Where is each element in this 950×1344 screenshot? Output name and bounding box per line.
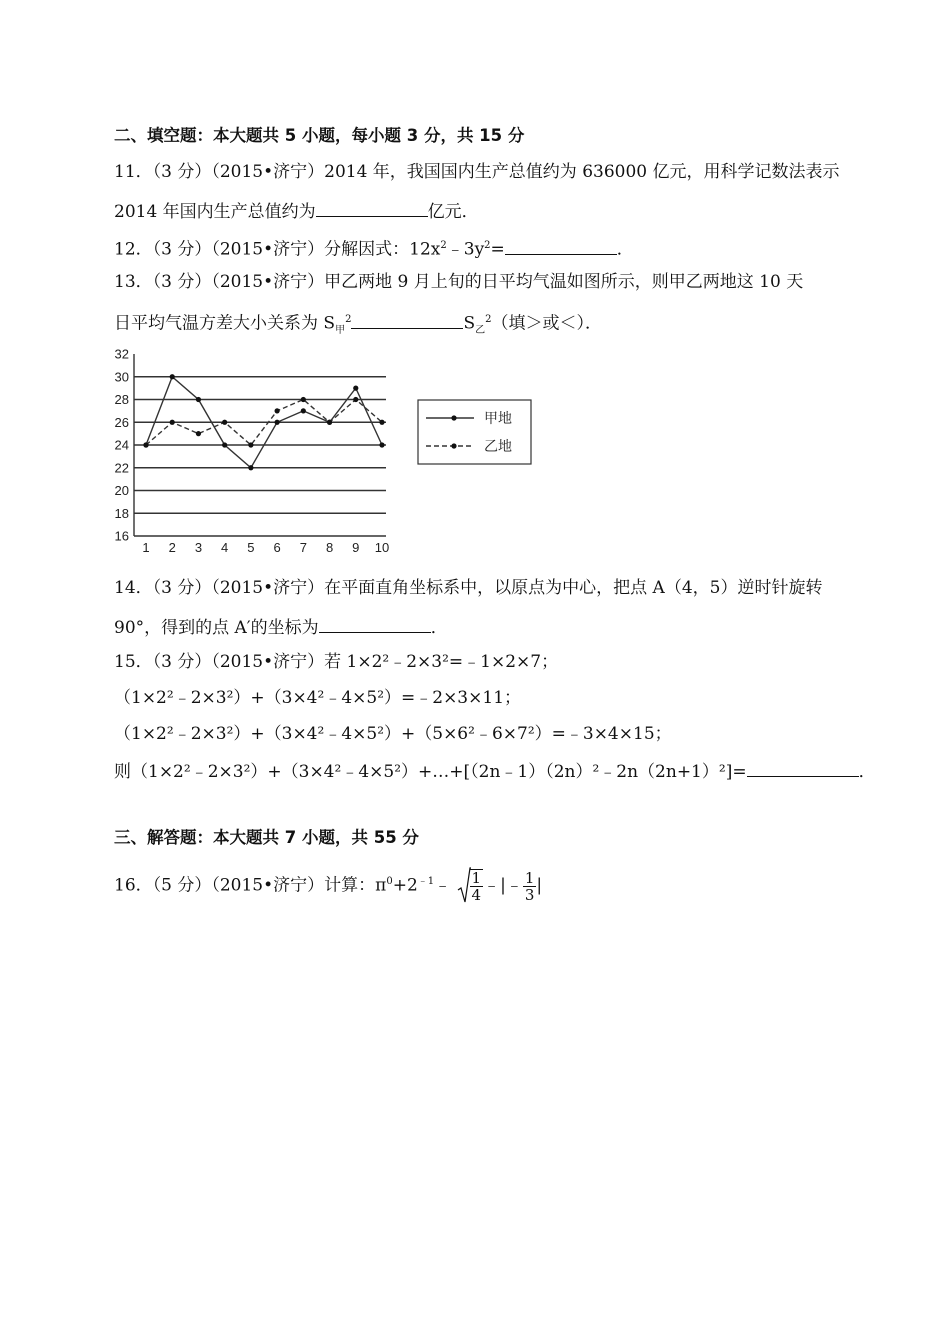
data-point	[170, 374, 175, 379]
question-14-end: ．	[430, 618, 448, 638]
denominator: 4	[471, 886, 482, 905]
answer-blank-11	[316, 198, 428, 217]
data-point	[222, 442, 227, 447]
question-13-text: 日平均气温方差大小关系为 S	[114, 313, 336, 334]
subscript-yi: 乙	[475, 325, 486, 337]
x-tick-label: 7	[299, 540, 307, 555]
question-11-line-2	[114, 198, 479, 224]
fraction-one-third	[523, 870, 537, 903]
y-tick-label: 16	[114, 528, 129, 544]
absolute-value-start: ﹣|﹣	[483, 875, 523, 896]
question-13-end: （填＞或＜）．	[491, 313, 602, 334]
exponent: 2	[484, 240, 491, 251]
exponent: 2	[345, 314, 352, 325]
section-3-heading: 三、解答题：本大题共 7 小题，共 55 分	[114, 828, 419, 847]
y-tick-label: 24	[114, 437, 129, 453]
fraction-one-quarter	[470, 869, 484, 903]
data-point	[353, 397, 358, 402]
x-tick-label: 5	[247, 540, 255, 555]
data-point	[143, 442, 148, 447]
question-16	[114, 862, 542, 906]
data-point	[196, 431, 201, 436]
y-tick-label: 22	[114, 460, 129, 476]
x-tick-label: 4	[221, 540, 229, 555]
data-point	[379, 442, 384, 447]
y-tick-label: 18	[114, 505, 129, 521]
answer-blank-12	[505, 236, 617, 255]
subscript-jia: 甲	[335, 325, 346, 337]
legend-label: 乙地	[484, 438, 512, 454]
data-point	[275, 420, 280, 425]
question-11-text: 2014 年国内生产总值约为	[114, 202, 316, 222]
question-11-unit: 亿元．	[427, 202, 479, 222]
x-tick-label: 3	[194, 540, 203, 555]
data-point	[353, 386, 358, 391]
exponent: 2	[485, 314, 492, 325]
exponent: 0	[386, 876, 393, 887]
question-15-end: ．	[858, 762, 876, 782]
question-14-line-1: 14．（3 分）（2015•济宁）在平面直角坐标系中，以原点为中心，把点 A（4，5）逆时针旋转	[114, 578, 823, 598]
question-14-text: 90°，得到的点 A′的坐标为	[114, 618, 319, 638]
y-tick-label: 20	[114, 483, 129, 498]
legend-marker	[451, 415, 456, 420]
y-tick-label: 26	[114, 414, 129, 430]
question-12-term: ﹣3y	[446, 239, 485, 260]
question-13-line-1: 13．（3 分）（2015•济宁）甲乙两地 9 月上旬的日平均气温如图所示，则甲乙两地这 10 天	[114, 272, 804, 292]
question-12-end: ．	[616, 239, 634, 260]
x-tick-label: 10	[374, 540, 390, 555]
data-point	[275, 408, 280, 413]
data-point	[170, 420, 175, 425]
legend-box	[418, 400, 531, 464]
data-point	[248, 442, 253, 447]
data-point	[327, 420, 332, 425]
x-tick-label: 1	[142, 540, 150, 555]
question-12-text: 12．（3 分）（2015•济宁）分解因式：12x	[114, 239, 441, 260]
numerator: 1	[471, 869, 482, 888]
minus-sign: ﹣	[434, 875, 452, 896]
data-point	[301, 397, 306, 402]
answer-blank-13	[351, 310, 463, 329]
numerator: 1	[524, 868, 535, 887]
question-11-line-1: 11．（3 分）（2015•济宁）2014 年，我国国内生产总值约为 636000 亿元，用科学记数法表示	[114, 162, 840, 182]
x-axis-ticks	[142, 540, 389, 555]
data-point	[379, 420, 384, 425]
data-point	[248, 465, 253, 470]
question-16-text: 16．（5 分）（2015•济宁）计算：π	[114, 875, 387, 896]
data-point	[196, 397, 201, 402]
temperature-line-chart	[100, 342, 540, 564]
x-tick-label: 2	[168, 540, 176, 555]
data-point	[301, 408, 306, 413]
x-tick-label: 6	[273, 540, 281, 555]
data-point	[222, 420, 227, 425]
question-12	[114, 234, 634, 262]
y-tick-label: 30	[114, 369, 129, 385]
y-tick-label: 32	[114, 346, 129, 362]
question-14-line-2	[114, 614, 448, 640]
square-root	[457, 866, 484, 907]
x-tick-label: 9	[352, 540, 360, 555]
equals-sign: =	[490, 239, 505, 260]
x-tick-label: 8	[325, 540, 334, 555]
answer-blank-14	[319, 614, 431, 633]
question-15-line-4	[114, 758, 876, 784]
denominator: 3	[524, 885, 535, 904]
power-term: +2	[392, 875, 418, 896]
exponent: ﹣1	[417, 876, 435, 887]
legend-label: 甲地	[484, 410, 512, 426]
y-tick-label: 28	[114, 392, 129, 407]
absolute-value-end: |	[536, 875, 543, 896]
radical-sign-icon	[457, 866, 471, 906]
question-15-text: 则（1×2²﹣2×3²）+（3×4²﹣4×5²）+…+[（2n﹣1）（2n）²﹣2n（2n+1）²]=	[114, 762, 747, 782]
chart-grid	[134, 354, 386, 536]
answer-blank-15	[747, 758, 859, 777]
section-2-heading: 二、填空题：本大题共 5 小题，每小题 3 分，共 15 分	[114, 126, 525, 145]
question-15-line-1: 15．（3 分）（2015•济宁）若 1×2²﹣2×3²=﹣1×2×7；	[114, 652, 559, 672]
question-15-line-2: （1×2²﹣2×3²）+（3×4²﹣4×5²）=﹣2×3×11；	[114, 688, 522, 708]
variance-symbol: S	[463, 313, 476, 334]
y-axis-ticks	[115, 347, 129, 544]
chart-legend	[418, 400, 531, 464]
exponent: 2	[440, 240, 447, 251]
question-15-line-3: （1×2²﹣2×3²）+（3×4²﹣4×5²）+（5×6²﹣6×7²）=﹣3×4×15；	[114, 724, 672, 744]
question-13-line-2	[114, 308, 602, 343]
legend-marker	[451, 443, 456, 448]
